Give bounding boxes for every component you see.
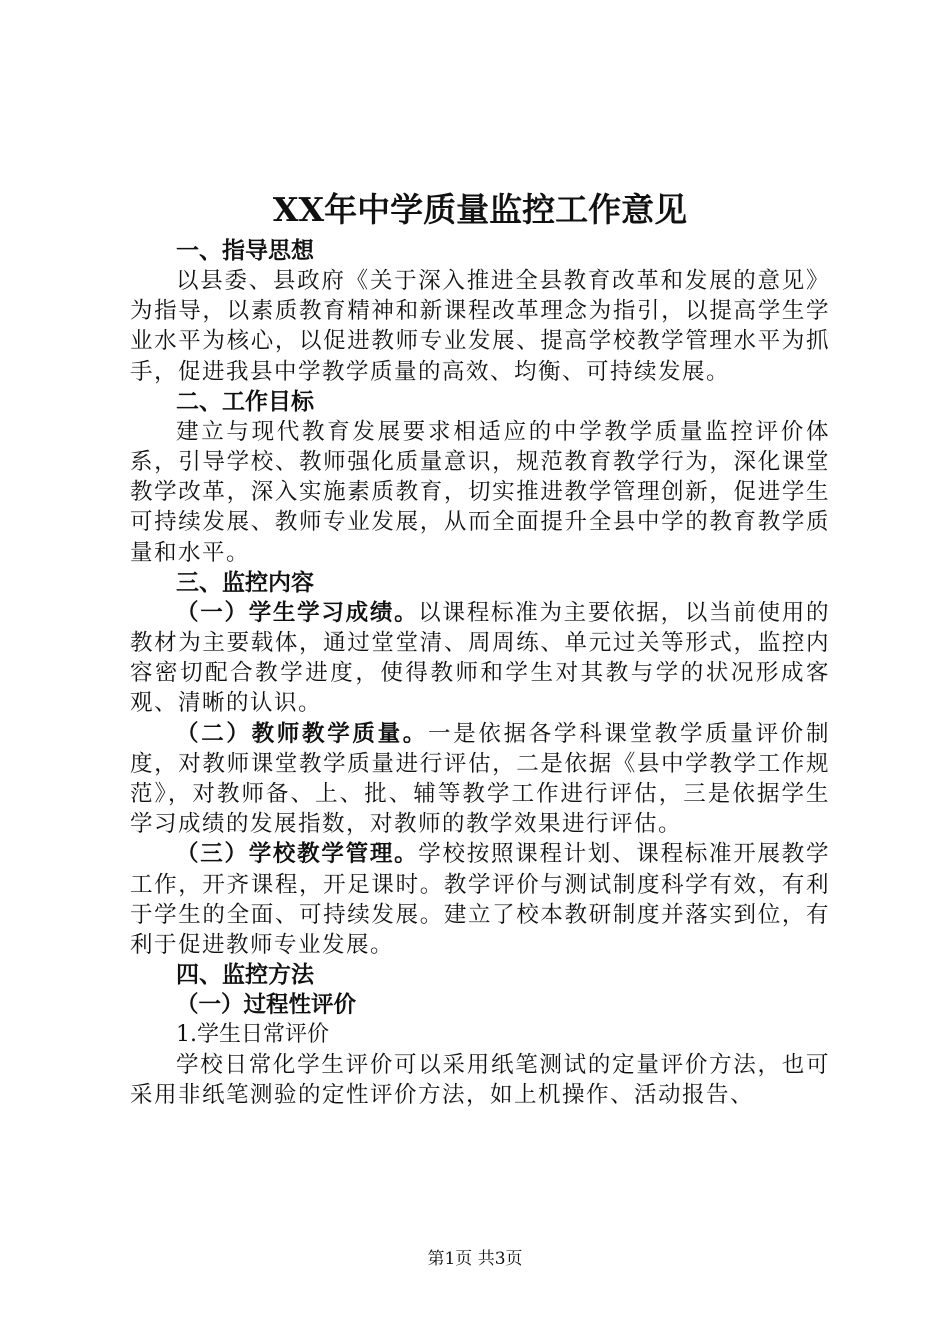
page-indicator: 第1页 共3页 <box>427 1249 523 1269</box>
paragraph-daily-evaluation: 学校日常化学生评价可以采用纸笔测试的定量评价方法，也可采用非纸笔测验的定性评价方法，如上机操作、活动报告、 <box>130 1052 830 1109</box>
subheading-process-evaluation: （一）过程性评价 <box>176 992 357 1019</box>
paragraph-school-management <box>130 839 830 960</box>
paragraph-guiding-thought: 以县委、县政府《关于深入推进全县教育改革和发展的意见》为指导，以素质教育精神和新课程改革理念为指引，以提高学生学业水平为核心，以促进教师专业发展、提高学校教学管理水平为抓手，促进我县中学教学质量的高效、均衡、可持续发展。 <box>130 268 830 385</box>
section-heading-work-goals: 二、工作目标 <box>176 388 314 415</box>
subheading-teaching-quality: （二）教师教学质量。 <box>176 720 428 747</box>
page-footer <box>0 1244 950 1269</box>
paragraph-teaching-quality <box>130 719 830 840</box>
body-teaching-quality: 一是依据各学科课堂教学质量评价制度，对教师课堂教学质量进行评估，二是依据《县中学教学工作规范》，对教师备、上、批、辅等教学工作进行评估，三是依据学生学习成绩的发展指数，对教师的教学效果进行评估。 <box>130 720 830 838</box>
document-body <box>130 188 830 1111</box>
paragraph-student-performance <box>130 598 830 719</box>
paragraph-work-goals: 建立与现代教育发展要求相适应的中学教学质量监控评价体系，引导学校、教师强化质量意识，规范教育教学行为，深化课堂教学改革，深入实施素质教育，切实推进教学管理创新，促进学生可持续发展、教师专业发展，从而全面提升全县中学的教育教学质量和水平。 <box>130 418 830 566</box>
document-title: XX年中学质量监控工作意见 <box>272 190 688 229</box>
section-heading-monitoring-methods: 四、监控方法 <box>176 962 314 989</box>
subheading-student-performance: （一）学生学习成绩。 <box>176 599 419 626</box>
section-heading-monitoring-content: 三、监控内容 <box>176 569 314 596</box>
section-heading-guiding-thought: 一、指导思想 <box>176 238 314 264</box>
body-school-management: 学校按照课程计划、课程标准开展教学工作，开齐课程，开足课时。教学评价与测试制度科学有效，有利于学生的全面、可持续发展。建立了校本教研制度并落实到位，有利于促进教师专业发展。 <box>130 841 830 959</box>
subheading-school-management: （三）学校教学管理。 <box>176 841 419 868</box>
item-label-daily-evaluation: 1.学生日常评价 <box>176 1022 329 1048</box>
body-student-performance: 以课程标准为主要依据，以当前使用的教材为主要载体，通过堂堂清、周周练、单元过关等形式，监控内容密切配合教学进度，使得教师和学生对其教与学的状况形成客观、清晰的认识。 <box>130 599 830 717</box>
